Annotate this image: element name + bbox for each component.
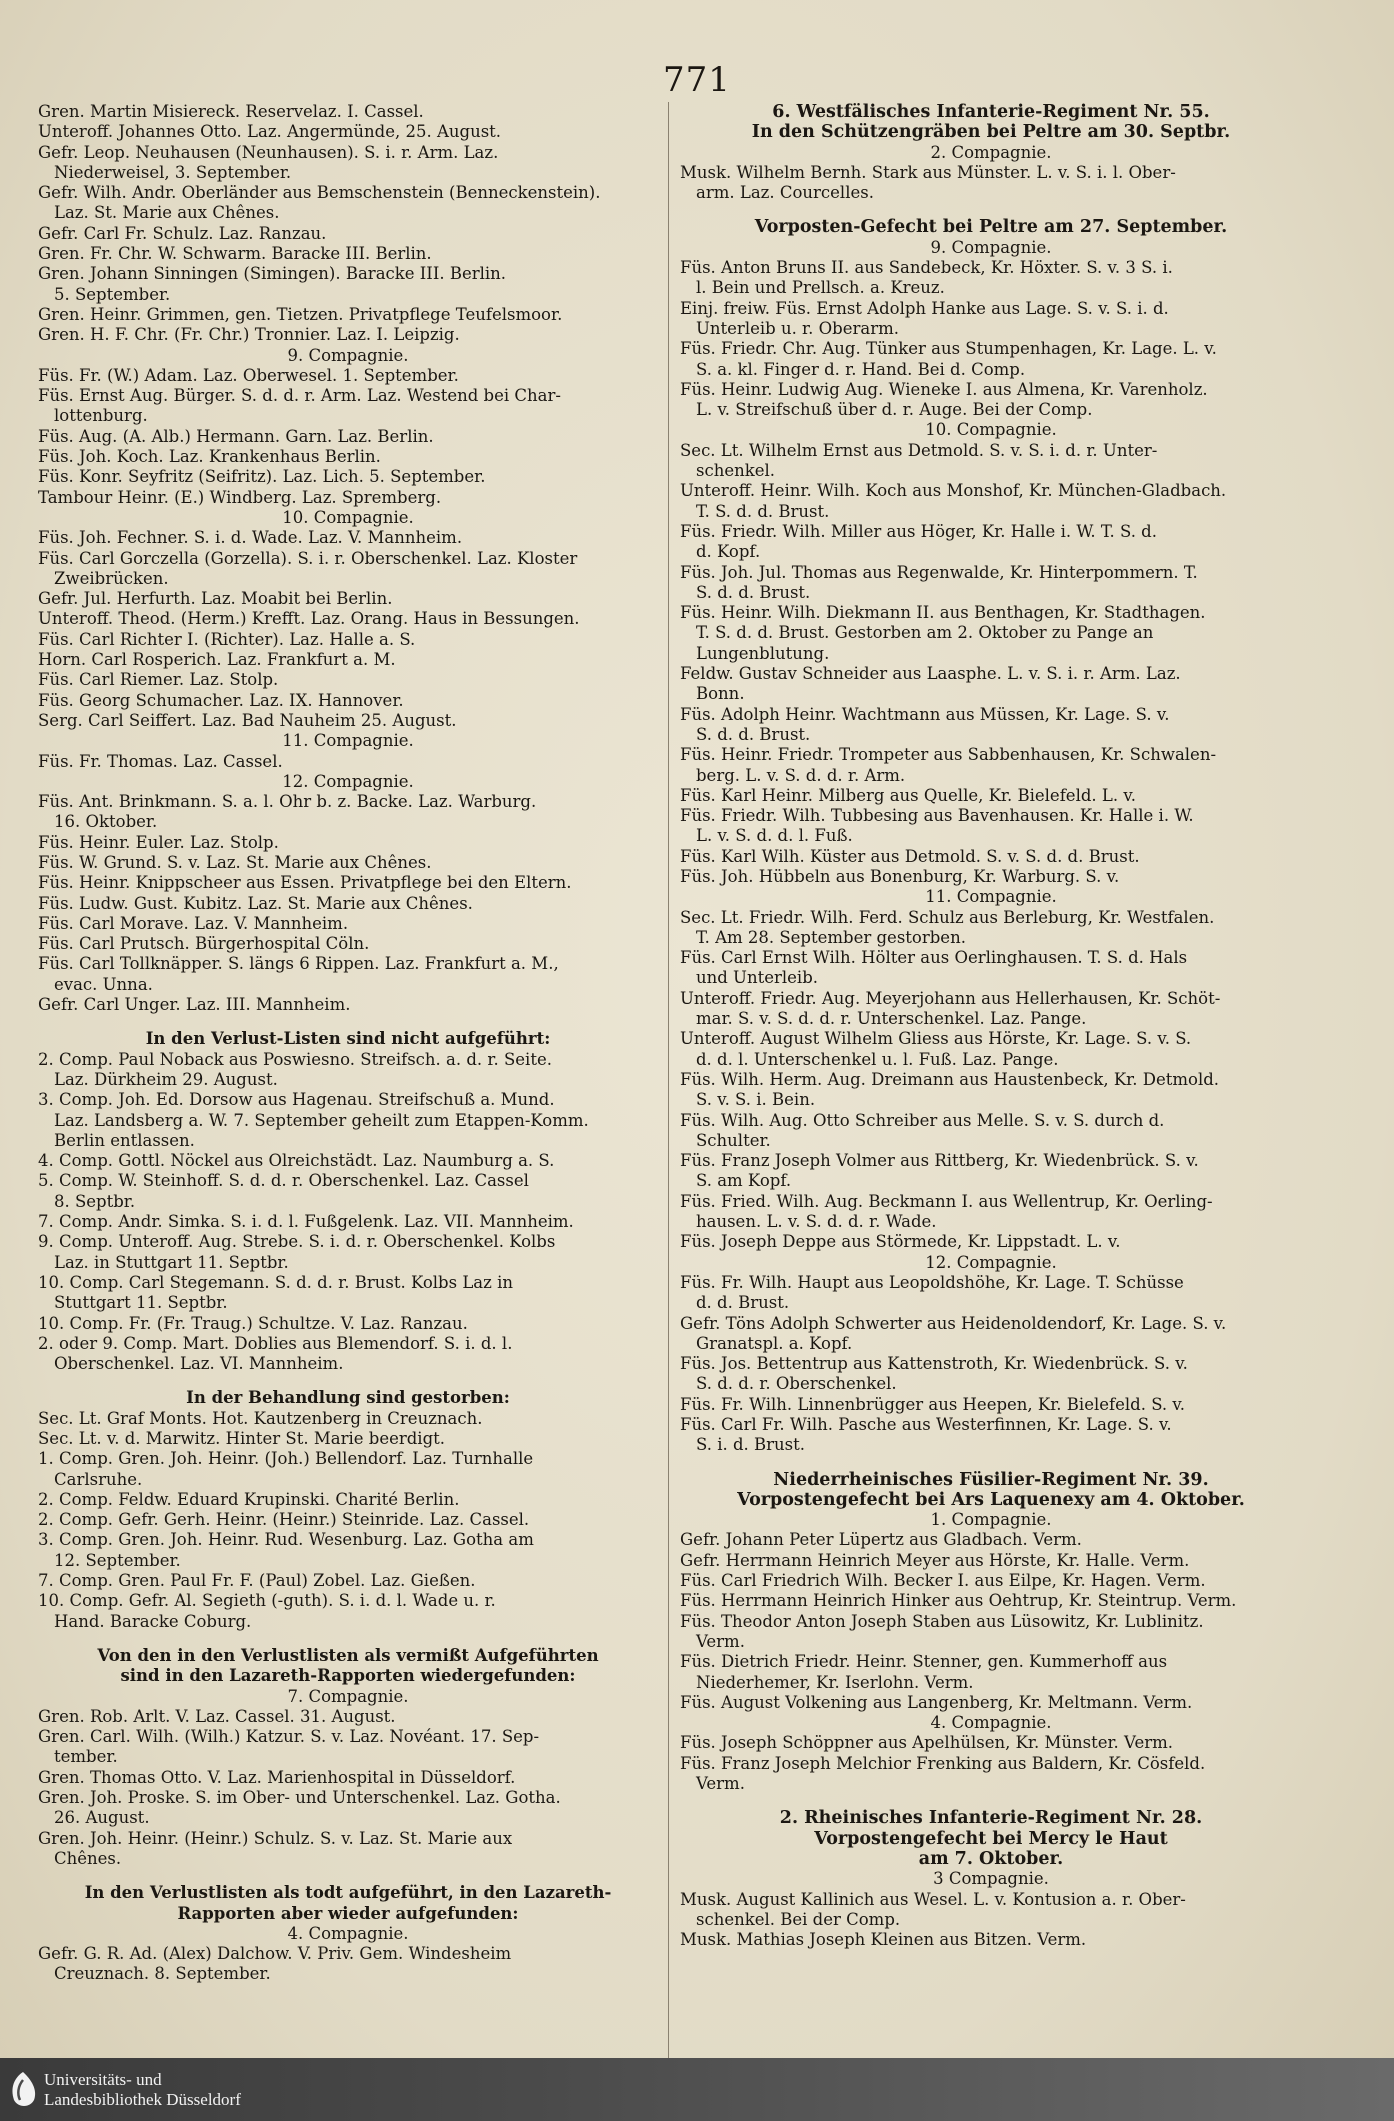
right-entry-line: d. d. Brust. bbox=[696, 1293, 790, 1313]
left-entry-line: Laz. St. Marie aux Chênes. bbox=[54, 203, 280, 223]
left-entry-line: Unteroff. Johannes Otto. Laz. Angermünde, 25. August. bbox=[38, 122, 502, 142]
right-entry-line: Niederhemer, Kr. Iserlohn. Verm. bbox=[696, 1672, 974, 1692]
left-entry-line: Niederweisel, 3. September. bbox=[54, 162, 292, 182]
right-entry-line: Füs. Theodor Anton Joseph Staben aus Lüsowitz, Kr. Lublinitz. bbox=[680, 1611, 1204, 1631]
left-section-heading: Von den in den Verlustlisten als vermißt Aufgeführten bbox=[97, 1645, 599, 1665]
right-entry-line: d. d. l. Unterschenkel u. l. Fuß. Laz. Pange. bbox=[696, 1049, 1059, 1069]
left-column bbox=[38, 102, 658, 1985]
footer-line-2: Landesbibliothek Düsseldorf bbox=[44, 2090, 241, 2109]
left-entry-line: Horn. Carl Rosperich. Laz. Frankfurt a. M. bbox=[38, 650, 396, 670]
right-entry-line: Lungenblutung. bbox=[696, 643, 830, 663]
left-entry-line: Füs. Ant. Brinkmann. S. a. l. Ohr b. z. Backe. Laz. Warburg. bbox=[38, 792, 537, 812]
right-entry-line: Gefr. Johann Peter Lüpertz aus Gladbach. Verm. bbox=[680, 1530, 1082, 1550]
right-entry-line: Füs. August Volkening aus Langenberg, Kr. Meltmann. Verm. bbox=[680, 1692, 1193, 1712]
left-entry-line: Gefr. Carl Unger. Laz. III. Mannheim. bbox=[38, 995, 351, 1015]
right-entry-line: Füs. Wilh. Aug. Otto Schreiber aus Melle. S. v. S. durch d. bbox=[680, 1110, 1165, 1130]
left-spacer bbox=[38, 1632, 658, 1646]
left-entry-line: Zweibrücken. bbox=[54, 568, 169, 588]
right-entry-line: Füs. Heinr. Ludwig Aug. Wieneke I. aus Almena, Kr. Varenholz. bbox=[680, 379, 1208, 399]
right-entry-line: berg. L. v. S. d. d. r. Arm. bbox=[696, 765, 906, 785]
left-entry-line: Creuznach. 8. September. bbox=[54, 1964, 271, 1984]
left-entry-line: Gren. Fr. Chr. W. Schwarm. Baracke III. Berlin. bbox=[38, 244, 432, 264]
left-entry-line: Laz. Landsberg a. W. 7. September geheilt zum Etappen-Komm. bbox=[54, 1110, 589, 1130]
right-company-heading: 11. Compagnie. bbox=[925, 887, 1057, 907]
right-entry-line: S. i. d. Brust. bbox=[696, 1435, 806, 1455]
right-entry-line: schenkel. bbox=[696, 461, 776, 481]
left-entry-line: Sec. Lt. Graf Monts. Hot. Kautzenberg in Creuznach. bbox=[38, 1408, 483, 1428]
left-entry-line: 1. Comp. Gren. Joh. Heinr. (Joh.) Bellendorf. Laz. Turnhalle bbox=[38, 1449, 534, 1469]
right-entry-line: Füs. Carl Fr. Wilh. Pasche aus Westerfinnen, Kr. Lage. S. v. bbox=[680, 1415, 1172, 1434]
left-section-heading: In der Behandlung sind gestorben: bbox=[186, 1388, 510, 1408]
left-entry-line: Gefr. Leop. Neuhausen (Neunhausen). S. i. r. Arm. Laz. bbox=[38, 142, 499, 162]
left-entry-line: Füs. Ernst Aug. Bürger. S. d. d. r. Arm. Laz. Westend bei Char- bbox=[38, 386, 561, 406]
right-company-heading: 12. Compagnie. bbox=[925, 1252, 1057, 1272]
right-entry-line: Füs. Friedr. Chr. Aug. Tünker aus Stumpenhagen, Kr. Lage. L. v. bbox=[680, 339, 1217, 359]
left-entry-line: Füs. Heinr. Euler. Laz. Stolp. bbox=[38, 832, 279, 852]
left-entry-line: Gren. Johann Sinningen (Simingen). Baracke III. Berlin. bbox=[38, 264, 507, 284]
right-company-heading: 10. Compagnie. bbox=[925, 420, 1057, 440]
left-company-heading: 12. Compagnie. bbox=[282, 771, 414, 791]
left-entry-line: tember. bbox=[54, 1747, 118, 1767]
left-entry-line: Carlsruhe. bbox=[54, 1469, 143, 1489]
right-entry-line: Füs. Karl Wilh. Küster aus Detmold. S. v. S. d. d. Brust. bbox=[680, 846, 1140, 866]
right-entry-line: Füs. Carl Friedrich Wilh. Becker I. aus Eilpe, Kr. Hagen. Verm. bbox=[680, 1571, 1206, 1591]
left-entry-line: Gefr. Wilh. Andr. Oberländer aus Bemschenstein (Benneckenstein). bbox=[38, 183, 601, 203]
left-entry-line: 26. August. bbox=[54, 1808, 150, 1828]
right-entry-line: Füs. Carl Ernst Wilh. Hölter aus Oerlinghausen. T. S. d. Hals bbox=[680, 948, 1188, 968]
right-company-heading: 3 Compagnie. bbox=[933, 1869, 1049, 1889]
left-entry-line: Füs. Fr. Thomas. Laz. Cassel. bbox=[38, 751, 283, 771]
left-entry-line: Hand. Baracke Coburg. bbox=[54, 1611, 252, 1631]
left-entry-line: Gren. Heinr. Grimmen, gen. Tietzen. Privatpflege Teufelsmoor. bbox=[38, 304, 563, 324]
right-entry-line: Füs. Fr. Wilh. Linnenbrügger aus Heepen, Kr. Bielefeld. S. v. bbox=[680, 1394, 1186, 1414]
left-entry-line: 5. September. bbox=[54, 284, 171, 304]
right-section-heading: Vorpostengefecht bei Mercy le Haut bbox=[814, 1828, 1168, 1849]
right-entry-line: Unterleib u. r. Oberarm. bbox=[696, 318, 899, 338]
right-entry-line: hausen. L. v. S. d. d. r. Wade. bbox=[696, 1212, 937, 1232]
right-entry-line: T. Am 28. September gestorben. bbox=[696, 927, 966, 947]
left-entry-line: Füs. Carl Morave. Laz. V. Mannheim. bbox=[38, 913, 349, 933]
right-entry-line: T. S. d. d. Brust. Gestorben am 2. Oktober zu Pange an bbox=[696, 623, 1154, 643]
left-entry-line: 5. Comp. W. Steinhoff. S. d. d. r. Oberschenkel. Laz. Cassel bbox=[38, 1171, 529, 1191]
left-entry-line: Berlin entlassen. bbox=[54, 1130, 195, 1150]
right-entry-line: Feldw. Gustav Schneider aus Laasphe. L. v. S. i. r. Arm. Laz. bbox=[680, 664, 1181, 684]
left-entry-line: Gefr. G. R. Ad. (Alex) Dalchow. V. Priv. Gem. Windesheim bbox=[38, 1944, 512, 1964]
left-entry-line: 16. Oktober. bbox=[54, 812, 158, 832]
left-company-heading: 7. Compagnie. bbox=[287, 1686, 409, 1706]
right-entry-line: Füs. Herrmann Heinrich Hinker aus Oehtrup, Kr. Steintrup. Verm. bbox=[680, 1591, 1237, 1611]
right-section-heading: Vorposten-Gefecht bei Peltre am 27. September. bbox=[754, 217, 1228, 238]
right-entry-line: Füs. Heinr. Wilh. Diekmann II. aus Benthagen, Kr. Stadthagen. bbox=[680, 603, 1206, 623]
right-entry-line: Schulter. bbox=[696, 1130, 771, 1150]
right-entry-line: Füs. Fr. Wilh. Haupt aus Leopoldshöhe, Kr. Lage. T. Schüsse bbox=[680, 1272, 1184, 1292]
ulb-logo-icon bbox=[6, 2070, 40, 2110]
left-spacer bbox=[38, 1869, 658, 1883]
right-company-heading: 1. Compagnie. bbox=[930, 1510, 1052, 1530]
left-entry-line: Stuttgart 11. Septbr. bbox=[54, 1293, 228, 1313]
right-entry-line: S. a. kl. Finger d. r. Hand. Bei d. Comp. bbox=[696, 359, 1026, 379]
footer-text bbox=[44, 2070, 241, 2110]
right-entry-line: Füs. Friedr. Wilh. Tubbesing aus Bavenhausen. Kr. Halle i. W. bbox=[680, 806, 1194, 826]
right-column bbox=[680, 102, 1302, 1950]
left-section-heading: In den Verlust-Listen sind nicht aufgeführt: bbox=[145, 1029, 551, 1049]
right-spacer bbox=[680, 203, 1302, 217]
right-entry-line: S. d. d. Brust. bbox=[696, 724, 811, 744]
right-entry-line: Sec. Lt. Wilhelm Ernst aus Detmold. S. v. S. i. d. r. Unter- bbox=[680, 440, 1158, 460]
left-entry-line: 8. Septbr. bbox=[54, 1191, 136, 1211]
left-entry-line: Füs. Joh. Fechner. S. i. d. Wade. Laz. V. Mannheim. bbox=[38, 528, 463, 548]
right-section-heading: Vorpostengefecht bei Ars Laquenexy am 4. Oktober. bbox=[737, 1489, 1245, 1510]
left-entry-line: Füs. Georg Schumacher. Laz. IX. Hannover. bbox=[38, 690, 404, 710]
left-entry-line: 4. Comp. Gottl. Nöckel aus Olreichstädt. Laz. Naumburg a. S. bbox=[38, 1151, 555, 1171]
left-spacer bbox=[38, 1015, 658, 1029]
left-entry-line: Gren. Joh. Heinr. (Heinr.) Schulz. S. v. Laz. St. Marie aux bbox=[38, 1828, 513, 1848]
left-entry-line: 2. Comp. Feldw. Eduard Krupinski. Charité Berlin. bbox=[38, 1489, 460, 1509]
left-entry-line: Gren. Rob. Arlt. V. Laz. Cassel. 31. August. bbox=[38, 1706, 396, 1726]
left-entry-line: lottenburg. bbox=[54, 406, 148, 426]
left-entry-line: 7. Comp. Gren. Paul Fr. F. (Paul) Zobel. Laz. Gießen. bbox=[38, 1571, 476, 1591]
left-entry-line: 2. Comp. Paul Noback aus Poswiesno. Streifsch. a. d. r. Seite. bbox=[38, 1049, 552, 1069]
left-entry-line: 2. Comp. Gefr. Gerh. Heinr. (Heinr.) Steinride. Laz. Cassel. bbox=[38, 1510, 530, 1530]
right-section-heading: In den Schützengräben bei Peltre am 30. Septbr. bbox=[751, 122, 1231, 143]
right-entry-line: Einj. freiw. Füs. Ernst Adolph Hanke aus Lage. S. v. S. i. d. bbox=[680, 298, 1169, 318]
right-entry-line: Füs. Joseph Deppe aus Störmede, Kr. Lippstadt. L. v. bbox=[680, 1232, 1121, 1252]
right-section-heading: 2. Rheinisches Infanterie-Regiment Nr. 28. bbox=[779, 1808, 1203, 1829]
right-entry-line: Gefr. Herrmann Heinrich Meyer aus Hörste, Kr. Halle. Verm. bbox=[680, 1550, 1190, 1570]
right-entry-line: Füs. Franz Joseph Melchior Frenking aus Baldern, Kr. Cösfeld. bbox=[680, 1753, 1206, 1773]
left-entry-line: 2. oder 9. Comp. Mart. Doblies aus Blemendorf. S. i. d. l. bbox=[38, 1333, 513, 1353]
right-entry-line: T. S. d. d. Brust. bbox=[696, 501, 830, 521]
right-section-heading: am 7. Oktober. bbox=[918, 1848, 1064, 1869]
left-company-heading: 10. Compagnie. bbox=[282, 507, 414, 527]
right-entry-line: S. v. S. i. Bein. bbox=[696, 1090, 816, 1110]
right-entry-line: Füs. Adolph Heinr. Wachtmann aus Müssen, Kr. Lage. S. v. bbox=[680, 704, 1170, 724]
left-entry-line: Füs. Carl Tollknäpper. S. längs 6 Rippen. Laz. Frankfurt a. M., bbox=[38, 954, 559, 974]
left-entry-line: evac. Unna. bbox=[54, 974, 153, 994]
left-entry-line: Laz. Dürkheim 29. August. bbox=[54, 1069, 278, 1089]
right-entry-line: Füs. Joh. Hübbeln aus Bonenburg, Kr. Warburg. S. v. bbox=[680, 866, 1120, 886]
right-entry-line: Bonn. bbox=[696, 684, 745, 704]
right-entry-line: Füs. Joh. Jul. Thomas aus Regenwalde, Kr. Hinterpommern. T. bbox=[680, 562, 1198, 582]
left-section-heading: sind in den Lazareth-Rapporten wiedergefunden: bbox=[120, 1666, 576, 1686]
right-entry-line: Verm. bbox=[696, 1774, 745, 1794]
left-entry-line: Füs. Heinr. Knippscheer aus Essen. Privatpflege bei den Eltern. bbox=[38, 873, 572, 893]
right-entry-line: schenkel. Bei der Comp. bbox=[696, 1909, 901, 1929]
right-entry-line: Musk. Mathias Joseph Kleinen aus Bitzen. Verm. bbox=[680, 1930, 1087, 1950]
right-entry-line: S. am Kopf. bbox=[696, 1171, 792, 1191]
right-company-heading: 9. Compagnie. bbox=[930, 237, 1052, 257]
left-entry-line: Füs. Aug. (A. Alb.) Hermann. Garn. Laz. Berlin. bbox=[38, 426, 434, 446]
left-company-heading: 11. Compagnie. bbox=[282, 731, 414, 751]
left-company-heading: 9. Compagnie. bbox=[287, 345, 409, 365]
right-entry-line: Füs. Anton Bruns II. aus Sandebeck, Kr. Höxter. S. v. 3 S. i. bbox=[680, 258, 1173, 278]
left-section-heading: Rapporten aber wieder aufgefunden: bbox=[177, 1903, 519, 1923]
left-entry-line: 12. September. bbox=[54, 1550, 181, 1570]
right-company-heading: 4. Compagnie. bbox=[930, 1713, 1052, 1733]
left-company-heading: 4. Compagnie. bbox=[287, 1923, 409, 1943]
right-entry-line: Sec. Lt. Friedr. Wilh. Ferd. Schulz aus Berleburg, Kr. Westfalen. bbox=[680, 907, 1215, 927]
right-spacer bbox=[680, 1456, 1302, 1470]
right-entry-line: Unteroff. Heinr. Wilh. Koch aus Monshof, Kr. München-Gladbach. bbox=[680, 481, 1227, 501]
right-entry-line: arm. Laz. Courcelles. bbox=[696, 183, 874, 203]
right-entry-line: und Unterleib. bbox=[696, 968, 819, 988]
left-entry-line: 10. Comp. Fr. (Fr. Traug.) Schultze. V. Laz. Ranzau. bbox=[38, 1313, 468, 1333]
left-entry-line: Gren. Thomas Otto. V. Laz. Marienhospital in Düsseldorf. bbox=[38, 1767, 516, 1787]
right-entry-line: Füs. Franz Joseph Volmer aus Rittberg, Kr. Wiedenbrück. S. v. bbox=[680, 1151, 1199, 1171]
left-entry-line: Sec. Lt. v. d. Marwitz. Hinter St. Marie beerdigt. bbox=[38, 1429, 446, 1448]
right-entry-line: mar. S. v. S. d. d. r. Unterschenkel. Laz. Pange. bbox=[696, 1009, 1087, 1029]
left-entry-line: Gefr. Carl Fr. Schulz. Laz. Ranzau. bbox=[38, 223, 327, 243]
right-entry-line: Verm. bbox=[696, 1631, 745, 1651]
right-entry-line: Unteroff. Friedr. Aug. Meyerjohann aus Hellerhausen, Kr. Schöt- bbox=[680, 988, 1221, 1008]
right-entry-line: d. Kopf. bbox=[696, 542, 761, 562]
left-entry-line: Unteroff. Theod. (Herm.) Krefft. Laz. Orang. Haus in Bessungen. bbox=[38, 609, 580, 629]
left-entry-line: 3. Comp. Gren. Joh. Heinr. Rud. Wesenburg. Laz. Gotha am bbox=[38, 1530, 534, 1550]
left-section-heading: In den Verlustlisten als todt aufgeführt, in den Lazareth- bbox=[84, 1883, 612, 1903]
footer-line-1: Universitäts- und bbox=[44, 2070, 162, 2089]
left-entry-line: Laz. in Stuttgart 11. Septbr. bbox=[54, 1252, 289, 1272]
right-entry-line: Füs. Heinr. Friedr. Trompeter aus Sabbenhausen, Kr. Schwalen- bbox=[680, 745, 1217, 765]
left-entry-line: Füs. Carl Riemer. Laz. Stolp. bbox=[38, 670, 279, 690]
left-entry-line: Chênes. bbox=[54, 1848, 122, 1868]
left-entry-line: Füs. Fr. (W.) Adam. Laz. Oberwesel. 1. September. bbox=[38, 365, 459, 385]
column-divider bbox=[668, 102, 669, 2062]
left-entry-line: Füs. Konr. Seyfritz (Seifritz). Laz. Lich. 5. September. bbox=[38, 467, 486, 487]
right-entry-line: Füs. Friedr. Wilh. Miller aus Höger, Kr. Halle i. W. T. S. d. bbox=[680, 521, 1157, 541]
right-spacer bbox=[680, 1794, 1302, 1808]
left-entry-line: 7. Comp. Andr. Simka. S. i. d. l. Fußgelenk. Laz. VII. Mannheim. bbox=[38, 1212, 574, 1232]
left-entry-line: Gren. Martin Misiereck. Reservelaz. I. Cassel. bbox=[38, 102, 424, 121]
page-number: 771 bbox=[663, 60, 731, 100]
left-entry-line: Oberschenkel. Laz. VI. Mannheim. bbox=[54, 1354, 344, 1374]
right-section-heading: Niederrheinisches Füsilier-Regiment Nr. 39. bbox=[773, 1469, 1209, 1490]
right-entry-line: Füs. Jos. Bettentrup aus Kattenstroth, Kr. Wiedenbrück. S. v. bbox=[680, 1354, 1188, 1374]
left-entry-line: Füs. Carl Prutsch. Bürgerhospital Cöln. bbox=[38, 934, 370, 954]
right-entry-line: Musk. August Kallinich aus Wesel. L. v. Kontusion a. r. Ober- bbox=[680, 1889, 1186, 1909]
right-entry-line: S. d. d. r. Oberschenkel. bbox=[696, 1374, 897, 1394]
right-entry-line: Granatspl. a. Kopf. bbox=[696, 1333, 853, 1353]
right-entry-line: Füs. Wilh. Herm. Aug. Dreimann aus Haustenbeck, Kr. Detmold. bbox=[680, 1069, 1220, 1089]
right-entry-line: Füs. Dietrich Friedr. Heinr. Stenner, gen. Kummerhoff aus bbox=[680, 1652, 1168, 1672]
right-entry-line: Gefr. Töns Adolph Schwerter aus Heidenoldendorf, Kr. Lage. S. v. bbox=[680, 1313, 1227, 1333]
left-entry-line: Füs. W. Grund. S. v. Laz. St. Marie aux Chênes. bbox=[38, 852, 432, 872]
right-entry-line: Musk. Wilhelm Bernh. Stark aus Münster. L. v. S. i. l. Ober- bbox=[680, 162, 1176, 182]
library-footer bbox=[0, 2058, 1394, 2121]
left-entry-line: 3. Comp. Joh. Ed. Dorsow aus Hagenau. Streifschuß a. Mund. bbox=[38, 1090, 555, 1110]
right-entry-line: L. v. Streifschuß über d. r. Auge. Bei der Comp. bbox=[696, 400, 1093, 420]
left-entry-line: Gren. Carl. Wilh. (Wilh.) Katzur. S. v. Laz. Novéant. 17. Sep- bbox=[38, 1727, 540, 1747]
right-entry-line: l. Bein und Prellsch. a. Kreuz. bbox=[696, 278, 945, 298]
left-entry-line: Füs. Carl Gorczella (Gorzella). S. i. r. Oberschenkel. Laz. Kloster bbox=[38, 548, 578, 568]
right-company-heading: 2. Compagnie. bbox=[930, 142, 1052, 162]
left-entry-line: Gren. Joh. Proske. S. im Ober- und Unterschenkel. Laz. Gotha. bbox=[38, 1788, 561, 1808]
left-spacer bbox=[38, 1374, 658, 1388]
left-entry-line: Füs. Ludw. Gust. Kubitz. Laz. St. Marie aux Chênes. bbox=[38, 893, 473, 913]
right-entry-line: L. v. S. d. d. l. Fuß. bbox=[696, 826, 853, 846]
left-entry-line: 9. Comp. Unteroff. Aug. Strebe. S. i. d. r. Oberschenkel. Kolbs bbox=[38, 1232, 556, 1252]
left-entry-line: Tambour Heinr. (E.) Windberg. Laz. Spremberg. bbox=[38, 487, 442, 507]
right-entry-line: Füs. Joseph Schöppner aus Apelhülsen, Kr. Münster. Verm. bbox=[680, 1733, 1173, 1753]
right-entry-line: Füs. Fried. Wilh. Aug. Beckmann I. aus Wellentrup, Kr. Oerling- bbox=[680, 1191, 1213, 1211]
left-entry-line: Füs. Joh. Koch. Laz. Krankenhaus Berlin. bbox=[38, 447, 381, 467]
left-entry-line: Füs. Carl Richter I. (Richter). Laz. Halle a. S. bbox=[38, 629, 416, 649]
right-entry-line: S. d. d. Brust. bbox=[696, 582, 811, 602]
left-entry-line: 10. Comp. Carl Stegemann. S. d. d. r. Brust. Kolbs Laz in bbox=[38, 1272, 513, 1292]
left-entry-line: Gren. H. F. Chr. (Fr. Chr.) Tronnier. Laz. I. Leipzig. bbox=[38, 325, 460, 345]
right-entry-line: Füs. Karl Heinr. Milberg aus Quelle, Kr. Bielefeld. L. v. bbox=[680, 785, 1136, 805]
left-entry-line: 10. Comp. Gefr. Al. Segieth (-guth). S. i. d. l. Wade u. r. bbox=[38, 1591, 496, 1611]
right-entry-line: Unteroff. August Wilhelm Gliess aus Hörste, Kr. Lage. S. v. S. bbox=[680, 1029, 1192, 1049]
right-section-heading: 6. Westfälisches Infanterie-Regiment Nr. 55. bbox=[772, 102, 1210, 122]
left-entry-line: Gefr. Jul. Herfurth. Laz. Moabit bei Berlin. bbox=[38, 589, 393, 609]
left-entry-line: Serg. Carl Seiffert. Laz. Bad Nauheim 25. August. bbox=[38, 710, 457, 730]
